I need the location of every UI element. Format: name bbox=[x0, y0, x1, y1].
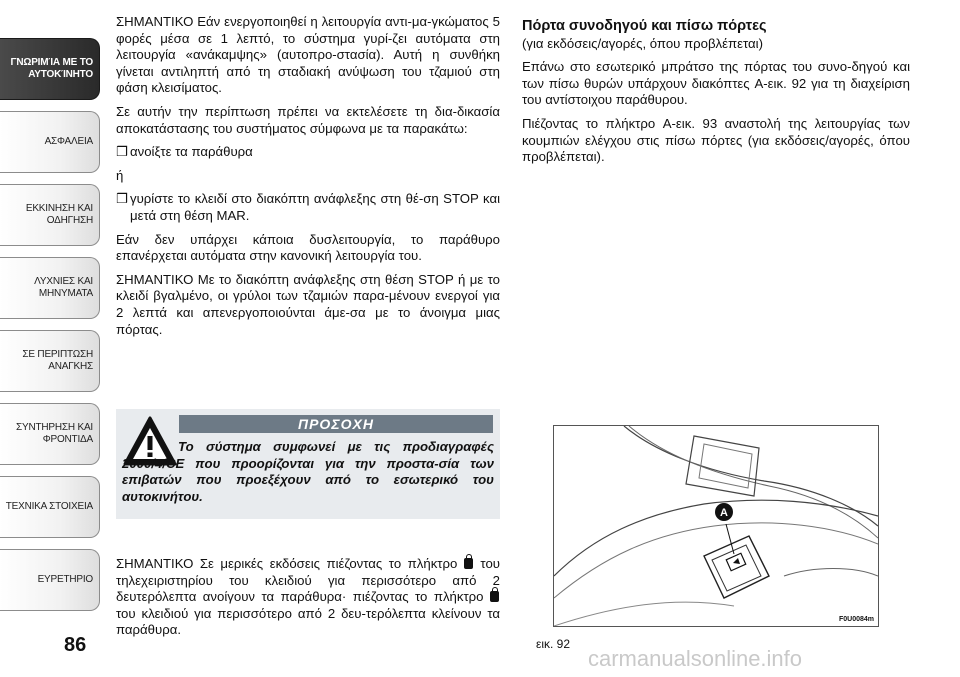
paragraph: Εάν δεν υπάρχει κάποια δυσλειτουργία, το παράθυρο επανέρχεται αυτόματα στην κανονική λειτουργία του. bbox=[116, 231, 500, 264]
unlock-key-icon bbox=[464, 558, 473, 569]
tab-safety[interactable]: ΑΣΦΑΛΕΙΑ bbox=[0, 111, 100, 173]
note-text: του κλειδιού για περισσότερο από 2 δευ-τερόλεπτα κλείνουν τα παράθυρα. bbox=[116, 605, 500, 638]
section-subheading: (για εκδόσεις/αγορές, όπου προβλέπεται) bbox=[522, 35, 763, 51]
tab-starting-driving[interactable]: ΕΚΚΙΝΗΣΗ ΚΑΙ ΟΔΗΓΗΣΗ bbox=[0, 184, 100, 246]
tab-technical-data[interactable]: ΤΕΧΝΙΚΑ ΣΤΟΙΧΕΙΑ bbox=[0, 476, 100, 538]
bullet-text: ανοίξτε τα παράθυρα bbox=[130, 144, 253, 160]
figure-door-switch bbox=[553, 425, 879, 627]
chapter-tabs bbox=[0, 0, 104, 677]
bullet-text: γυρίστε το κλειδί στο διακόπτη ανάφλεξης στη θέ-ση STOP και μετά στη θέση MAR. bbox=[130, 191, 500, 223]
or-text: ή bbox=[116, 167, 124, 183]
paragraph: Σε αυτήν την περίπτωση πρέπει να εκτελέσετε τη δια-δικασία αποκατάστασης του συστήματος σύμφωνα με τα παρακάτω: bbox=[116, 103, 500, 136]
paragraph bbox=[116, 556, 500, 639]
bottom-note bbox=[116, 556, 500, 646]
tab-maintenance[interactable]: ΣΥΝΤΗΡΗΣΗ ΚΑΙ ΦΡΟΝΤΙΔΑ bbox=[0, 403, 100, 465]
tab-emergency[interactable]: ΣΕ ΠΕΡΙΠΤΩΣΗ ΑΝΑΓΚΗΣ bbox=[0, 330, 100, 392]
figure-code: F0U0084m bbox=[838, 616, 874, 623]
paragraph: ΣΗΜΑΝΤΙΚΟ Με το διακόπτη ανάφλεξης στη θέση STOP ή με το κλειδί βγαλμένο, οι γρύλοι των τζαμιών παρα-μένουν ενεργοί για 2 λεπτά και απενεργοποιούνται άμε-σα με το άνοιγμα μιας πόρτας. bbox=[116, 271, 500, 337]
left-column bbox=[116, 14, 500, 345]
paragraph: Επάνω στο εσωτερικό μπράτσο της πόρτας του συνο-δηγού και των πίσω θυρών υπάρχουν διακόπτες A-εικ. 92 για τη διαχείριση του αντίστοιχου παράθυρου. bbox=[522, 59, 910, 108]
bullet-item bbox=[116, 191, 500, 224]
callout-a: A bbox=[720, 507, 728, 519]
right-column bbox=[522, 18, 910, 173]
door-armrest-illustration bbox=[554, 426, 878, 626]
section-heading: Πόρτα συνοδηγού και πίσω πόρτες bbox=[522, 18, 767, 34]
figure-caption: εικ. 92 bbox=[536, 637, 571, 651]
warning-box bbox=[116, 409, 500, 519]
lock-key-icon bbox=[490, 591, 499, 602]
checkbox-bullet-icon: ❒ bbox=[116, 144, 128, 160]
page-number: 86 bbox=[64, 634, 87, 656]
tab-getting-to-know[interactable]: ΓΝΩΡΙΜΊΑ ΜΕ ΤΟ ΑΥΤΟΚΊΝΗΤΟ bbox=[0, 38, 100, 100]
watermark: carmanualsonline.info bbox=[588, 646, 803, 671]
tab-warning-lights[interactable]: ΛΥΧΝΙΕΣ ΚΑΙ ΜΗΝΥΜΑΤΑ bbox=[0, 257, 100, 319]
paragraph: ΣΗΜΑΝΤΙΚΟ Εάν ενεργοποιηθεί η λειτουργία αντι-μα-γκώματος 5 φορές μέσα σε 1 λεπτό, το σύστημα γυρί-ζει αυτόματα στη λειτουργία «ανάκαμψης» (αυτοπρο-στασία). Αυτή η συνθήκη γίνεται αντιληπτή από τη σταδιακή ανύψωση του τζαμιού στη φάση κλεισίματος. bbox=[116, 14, 500, 96]
note-text: του τηλεχειριστηρίου του κλειδιού για περισσότερο από 2 δευτερόλεπτα ανοίγουν τα παράθυρα· πιέζοντας το πλήκτρο bbox=[116, 556, 500, 605]
warning-heading: ΠΡΟΣΟΧΗ bbox=[179, 415, 493, 433]
bullet-item bbox=[116, 144, 500, 161]
warning-text: Το σύστημα συμφωνεί με τις προδιαγραφές 2000/4/CE που προορίζονται για την προστα-σία των επιβατών που προεξέχουν από το εσωτερικό του αυτοκινήτου. bbox=[122, 439, 494, 504]
note-text: ΣΗΜΑΝΤΙΚΟ Σε μερικές εκδόσεις πιέζοντας το πλήκτρο bbox=[116, 556, 458, 571]
tab-index[interactable]: ΕΥΡΕΤΗΡΙΟ bbox=[0, 549, 100, 611]
checkbox-bullet-icon: ❒ bbox=[116, 191, 128, 207]
paragraph: Πιέζοντας το πλήκτρο A-εικ. 93 αναστολή της λειτουργίας των κουμπιών ελέγχου στις πίσω πόρτες (για εκδόσεις/αγορές, όπου προβλέπεται). bbox=[522, 115, 910, 165]
